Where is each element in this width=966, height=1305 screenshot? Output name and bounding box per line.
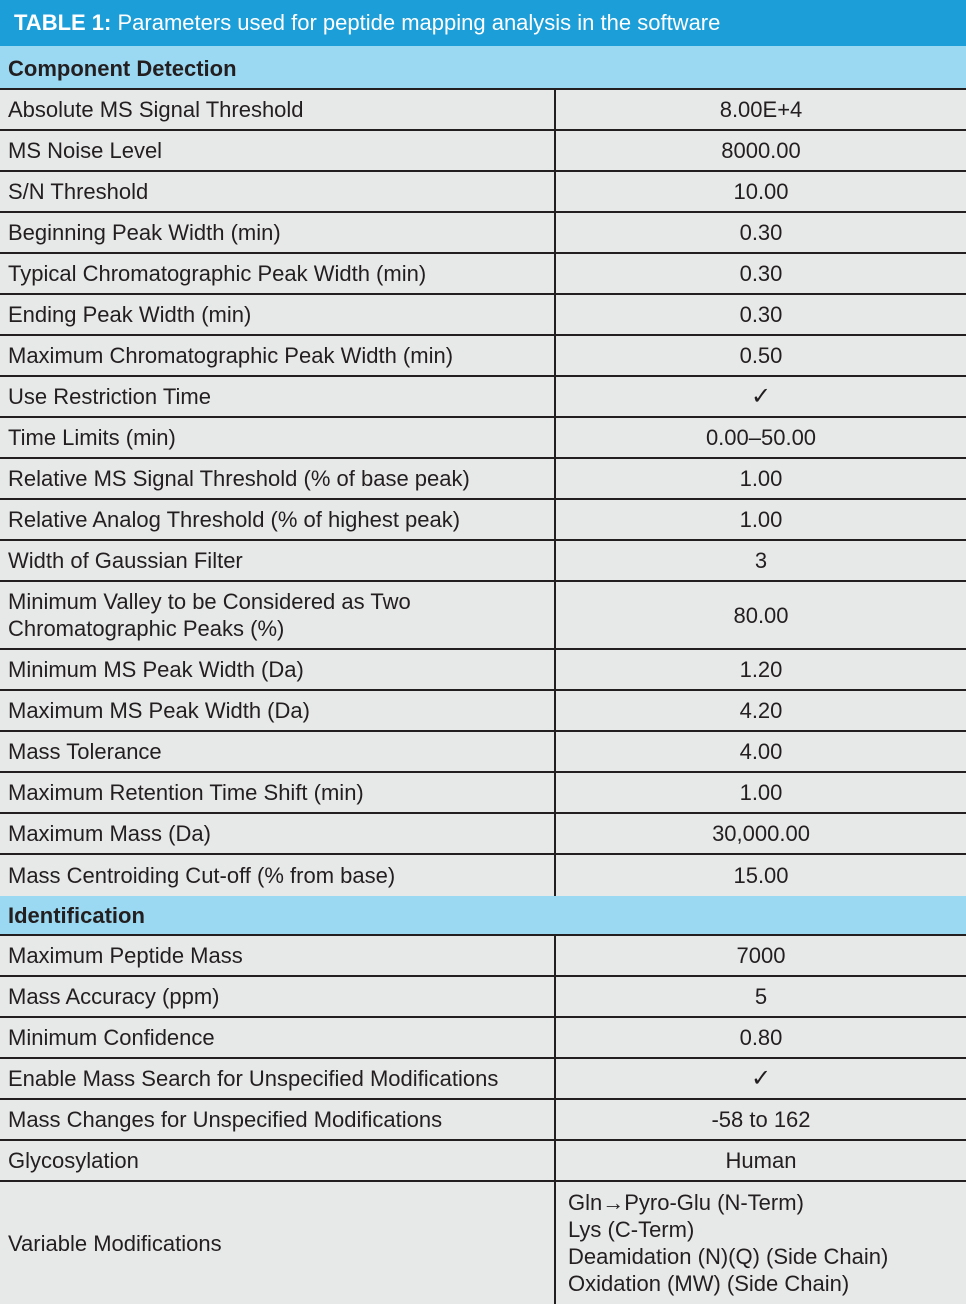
table-row	[0, 418, 966, 459]
table-row	[0, 977, 966, 1018]
table-row	[0, 254, 966, 295]
param-value: 7000	[736, 943, 786, 968]
param-value: 1.00	[739, 466, 783, 491]
table-row	[0, 1182, 966, 1304]
param-label: Use Restriction Time	[0, 377, 556, 416]
table-row	[0, 773, 966, 814]
table-row	[0, 541, 966, 582]
param-value: Human	[725, 1148, 797, 1173]
param-label: MS Noise Level	[0, 131, 556, 170]
param-value: 8000.00	[721, 138, 801, 163]
table-row	[0, 732, 966, 773]
table-row	[0, 855, 966, 896]
param-label: Mass Centroiding Cut-off (% from base)	[0, 855, 556, 896]
param-label-line: Chromatographic Peaks (%)	[8, 616, 285, 641]
table-title	[0, 0, 966, 46]
param-label: Beginning Peak Width (min)	[0, 213, 556, 252]
param-value: 0.80	[739, 1025, 783, 1050]
param-label: Enable Mass Search for Unspecified Modifications	[0, 1059, 556, 1098]
modification-item: Oxidation (MW) (Side Chain)	[568, 1271, 850, 1296]
param-value: 5	[754, 984, 768, 1009]
table-row	[0, 1059, 966, 1100]
param-value: 1.00	[739, 507, 783, 532]
section-header-identification: Identification	[0, 896, 966, 936]
param-value: 4.20	[739, 698, 783, 723]
table-row	[0, 1141, 966, 1182]
table-row	[0, 1100, 966, 1141]
table-row	[0, 500, 966, 541]
param-value: 30,000.00	[712, 821, 810, 846]
param-label: S/N Threshold	[0, 172, 556, 211]
table-number: TABLE 1:	[14, 10, 112, 35]
table-row	[0, 691, 966, 732]
param-label: Relative MS Signal Threshold (% of base peak)	[0, 459, 556, 498]
checkmark-icon: ✓	[750, 1064, 772, 1092]
table-caption: Parameters used for peptide mapping analysis in the software	[111, 10, 721, 35]
table-row	[0, 814, 966, 855]
param-value: 4.00	[739, 739, 783, 764]
param-value: 0.30	[739, 261, 783, 286]
modification-item: Lys (C-Term)	[568, 1217, 695, 1242]
param-label: Maximum Retention Time Shift (min)	[0, 773, 556, 812]
table-row	[0, 1018, 966, 1059]
param-label: Maximum Peptide Mass	[0, 936, 556, 975]
param-label: Variable Modifications	[0, 1182, 556, 1304]
modification-item: Deamidation (N)(Q) (Side Chain)	[568, 1244, 889, 1269]
param-label: Width of Gaussian Filter	[0, 541, 556, 580]
param-value-list	[556, 1182, 966, 1304]
param-label: Time Limits (min)	[0, 418, 556, 457]
param-label: Maximum MS Peak Width (Da)	[0, 691, 556, 730]
table-row	[0, 295, 966, 336]
param-value: 15.00	[733, 863, 789, 888]
param-value: 0.30	[739, 220, 783, 245]
param-value: 1.20	[739, 657, 783, 682]
table-row	[0, 936, 966, 977]
param-label: Relative Analog Threshold (% of highest peak)	[0, 500, 556, 539]
param-label: Mass Accuracy (ppm)	[0, 977, 556, 1016]
param-value: 8.00E+4	[719, 97, 803, 122]
param-label: Maximum Chromatographic Peak Width (min)	[0, 336, 556, 375]
modification-item: Gln→Pyro-Glu (N-Term)	[568, 1190, 804, 1215]
table-row	[0, 459, 966, 500]
param-label: Glycosylation	[0, 1141, 556, 1180]
table-row	[0, 131, 966, 172]
param-label	[0, 582, 556, 648]
param-value: 80.00	[733, 602, 789, 628]
param-label: Mass Changes for Unspecified Modifications	[0, 1100, 556, 1139]
param-label: Minimum MS Peak Width (Da)	[0, 650, 556, 689]
param-label-line: Minimum Valley to be Considered as Two	[8, 589, 411, 614]
param-value: 1.00	[739, 780, 783, 805]
param-label: Absolute MS Signal Threshold	[0, 90, 556, 129]
param-label: Maximum Mass (Da)	[0, 814, 556, 853]
table-row	[0, 90, 966, 131]
table-row	[0, 172, 966, 213]
table-row	[0, 582, 966, 650]
table-row	[0, 213, 966, 254]
param-value: -58 to 162	[711, 1107, 811, 1132]
param-value: 10.00	[733, 179, 789, 204]
table-row	[0, 336, 966, 377]
param-label: Typical Chromatographic Peak Width (min)	[0, 254, 556, 293]
table-row	[0, 650, 966, 691]
checkmark-icon: ✓	[750, 382, 772, 410]
table-row	[0, 377, 966, 418]
param-label: Minimum Confidence	[0, 1018, 556, 1057]
param-value: 3	[754, 548, 768, 573]
param-label: Ending Peak Width (min)	[0, 295, 556, 334]
param-value: 0.30	[739, 302, 783, 327]
param-value: 0.00–50.00	[705, 425, 817, 450]
section-header-component-detection: Component Detection	[0, 46, 966, 90]
param-value: 0.50	[739, 343, 783, 368]
param-label: Mass Tolerance	[0, 732, 556, 771]
